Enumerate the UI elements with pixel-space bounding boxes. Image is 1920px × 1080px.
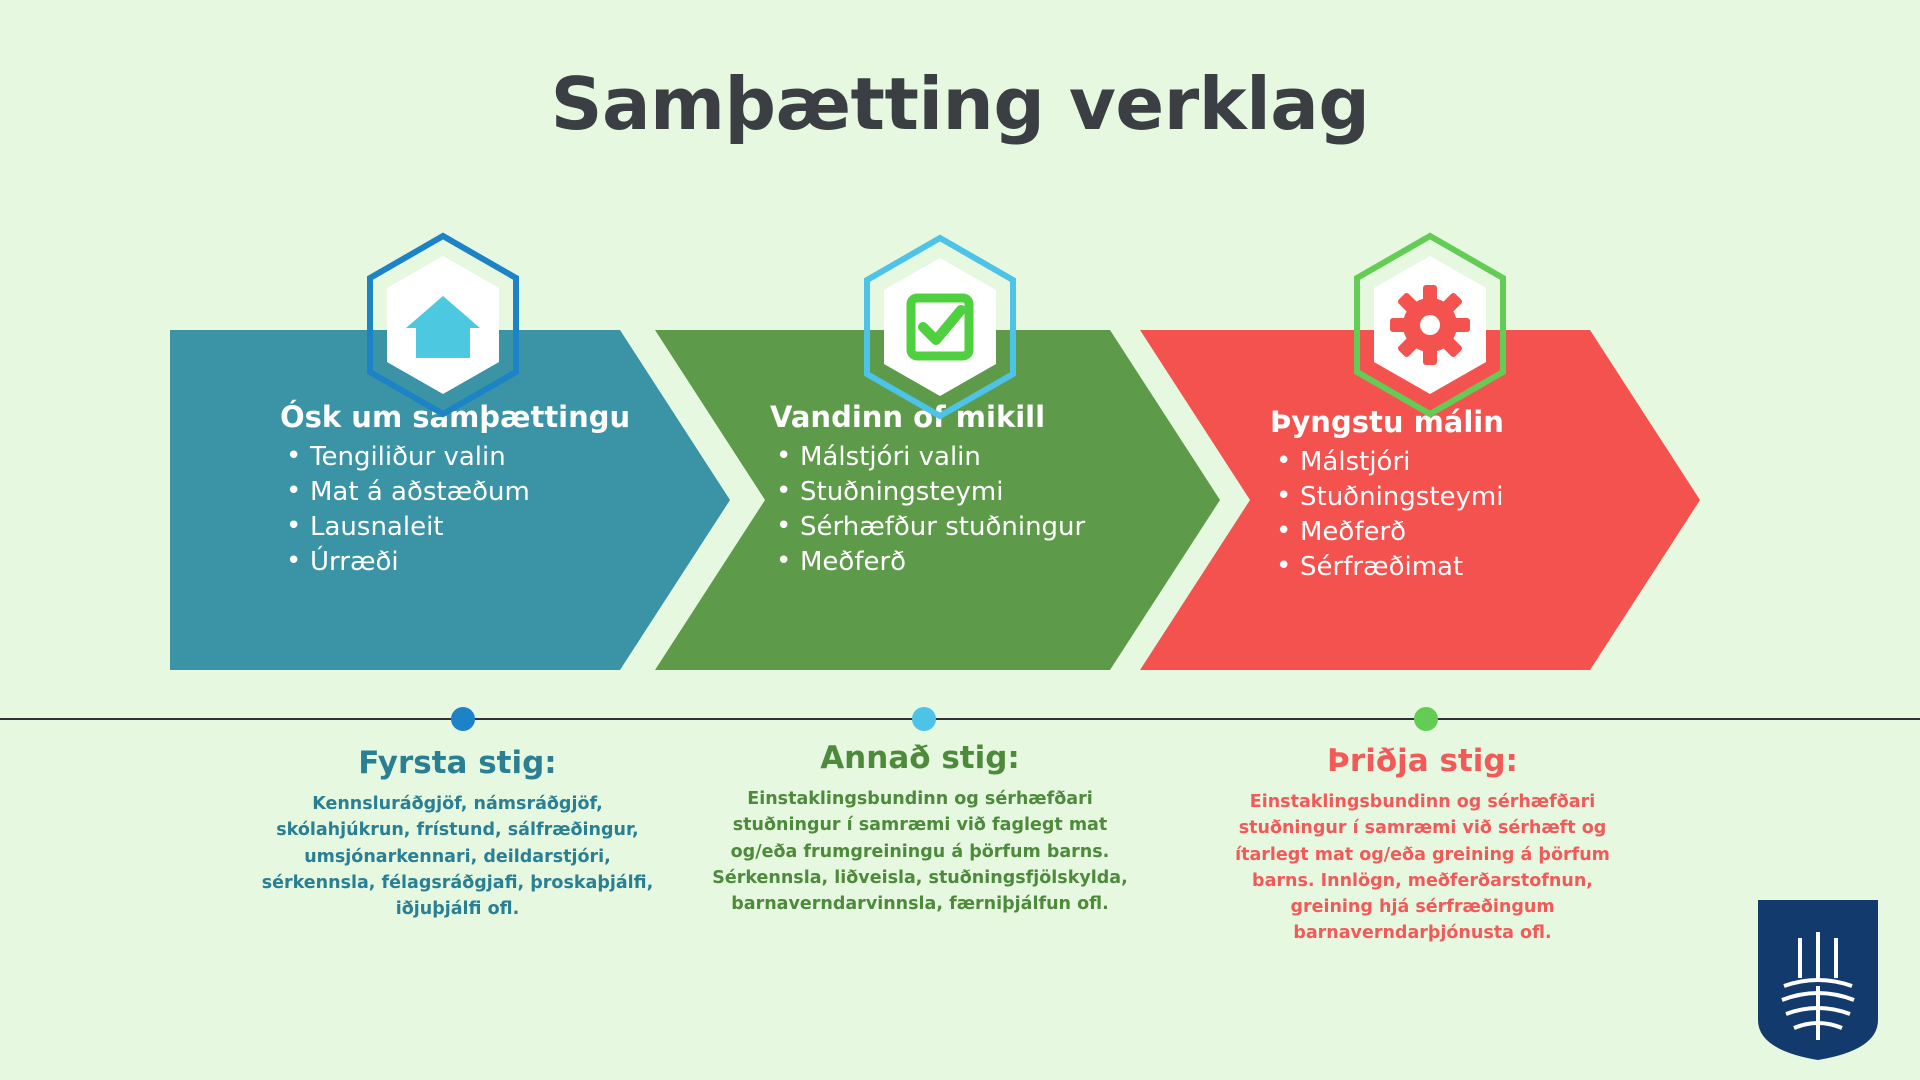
process-step-3-heading: Þyngstu málin (1270, 405, 1504, 439)
list-item: • Tengiliður valin (280, 440, 690, 475)
stage-2-heading: Annað stig: (820, 740, 1020, 776)
badge-step-1 (358, 230, 528, 420)
gear-icon (1345, 230, 1515, 420)
timeline-dot-1 (451, 707, 475, 731)
list-item: • Stuðningsteymi (1270, 480, 1660, 515)
process-step-1-list (280, 440, 690, 580)
list-item: • Sérfræðimat (1270, 550, 1660, 585)
timeline-axis (0, 718, 1920, 720)
stage-2 (700, 740, 1140, 917)
process-step-3-list (1270, 445, 1660, 585)
list-item: • Sérhæfður stuðningur (770, 510, 1180, 545)
process-step-1-heading: Ósk um samþættingu (280, 400, 631, 434)
list-item: • Stuðningsteymi (770, 475, 1180, 510)
stage-1-heading: Fyrsta stig: (358, 745, 557, 781)
list-item: • Úrræði (280, 545, 690, 580)
logo-icon (1758, 900, 1878, 1060)
process-step-2-heading: Vandinn of mikill (770, 400, 1046, 434)
list-item: • Lausnaleit (280, 510, 690, 545)
badge-step-3 (1345, 230, 1515, 420)
stage-3-body: Einstaklingsbundinn og sérhæfðari stuðningur í samræmi við sérhæft og ítarlegt mat og/eða greining á þörfum barns. Innlögn, meðferðarstofnun, greining hjá sérfræðingum barnaverndarþjónusta ofl. (1235, 792, 1610, 944)
stage-3 (1225, 743, 1620, 947)
badge-step-2 (855, 232, 1025, 422)
list-item: • Mat á aðstæðum (280, 475, 690, 510)
stage-3-heading: Þriðja stig: (1327, 743, 1518, 779)
list-item: • Meðferð (1270, 515, 1660, 550)
stage-2-body: Einstaklingsbundinn og sérhæfðari stuðningur í samræmi við faglegt mat og/eða frumgreiningu á þörfum barns. Sérkennsla, liðveisla, stuðningsfjölskylda, barnaverndarvinnsla, færniþjálfun ofl. (712, 789, 1128, 914)
list-item: • Málstjóri valin (770, 440, 1180, 475)
process-step-2-list (770, 440, 1180, 580)
list-item: • Málstjóri (1270, 445, 1660, 480)
timeline-dot-3 (1414, 707, 1438, 731)
page-title: Samþætting verklag (550, 62, 1370, 146)
timeline-dot-2 (912, 707, 936, 731)
list-item: • Meðferð (770, 545, 1180, 580)
checkbox-icon (855, 232, 1025, 422)
organization-logo (1758, 900, 1878, 1060)
stage-1-body: Kennsluráðgjöf, námsráðgjöf, skólahjúkrun, frístund, sálfræðingur, umsjónarkennari, deildarstjóri, sérkennsla, félagsráðgjafi, þroskaþjálfi, iðjuþjálfi ofl. (261, 794, 654, 919)
stage-1 (250, 745, 665, 922)
home-icon (358, 230, 528, 420)
